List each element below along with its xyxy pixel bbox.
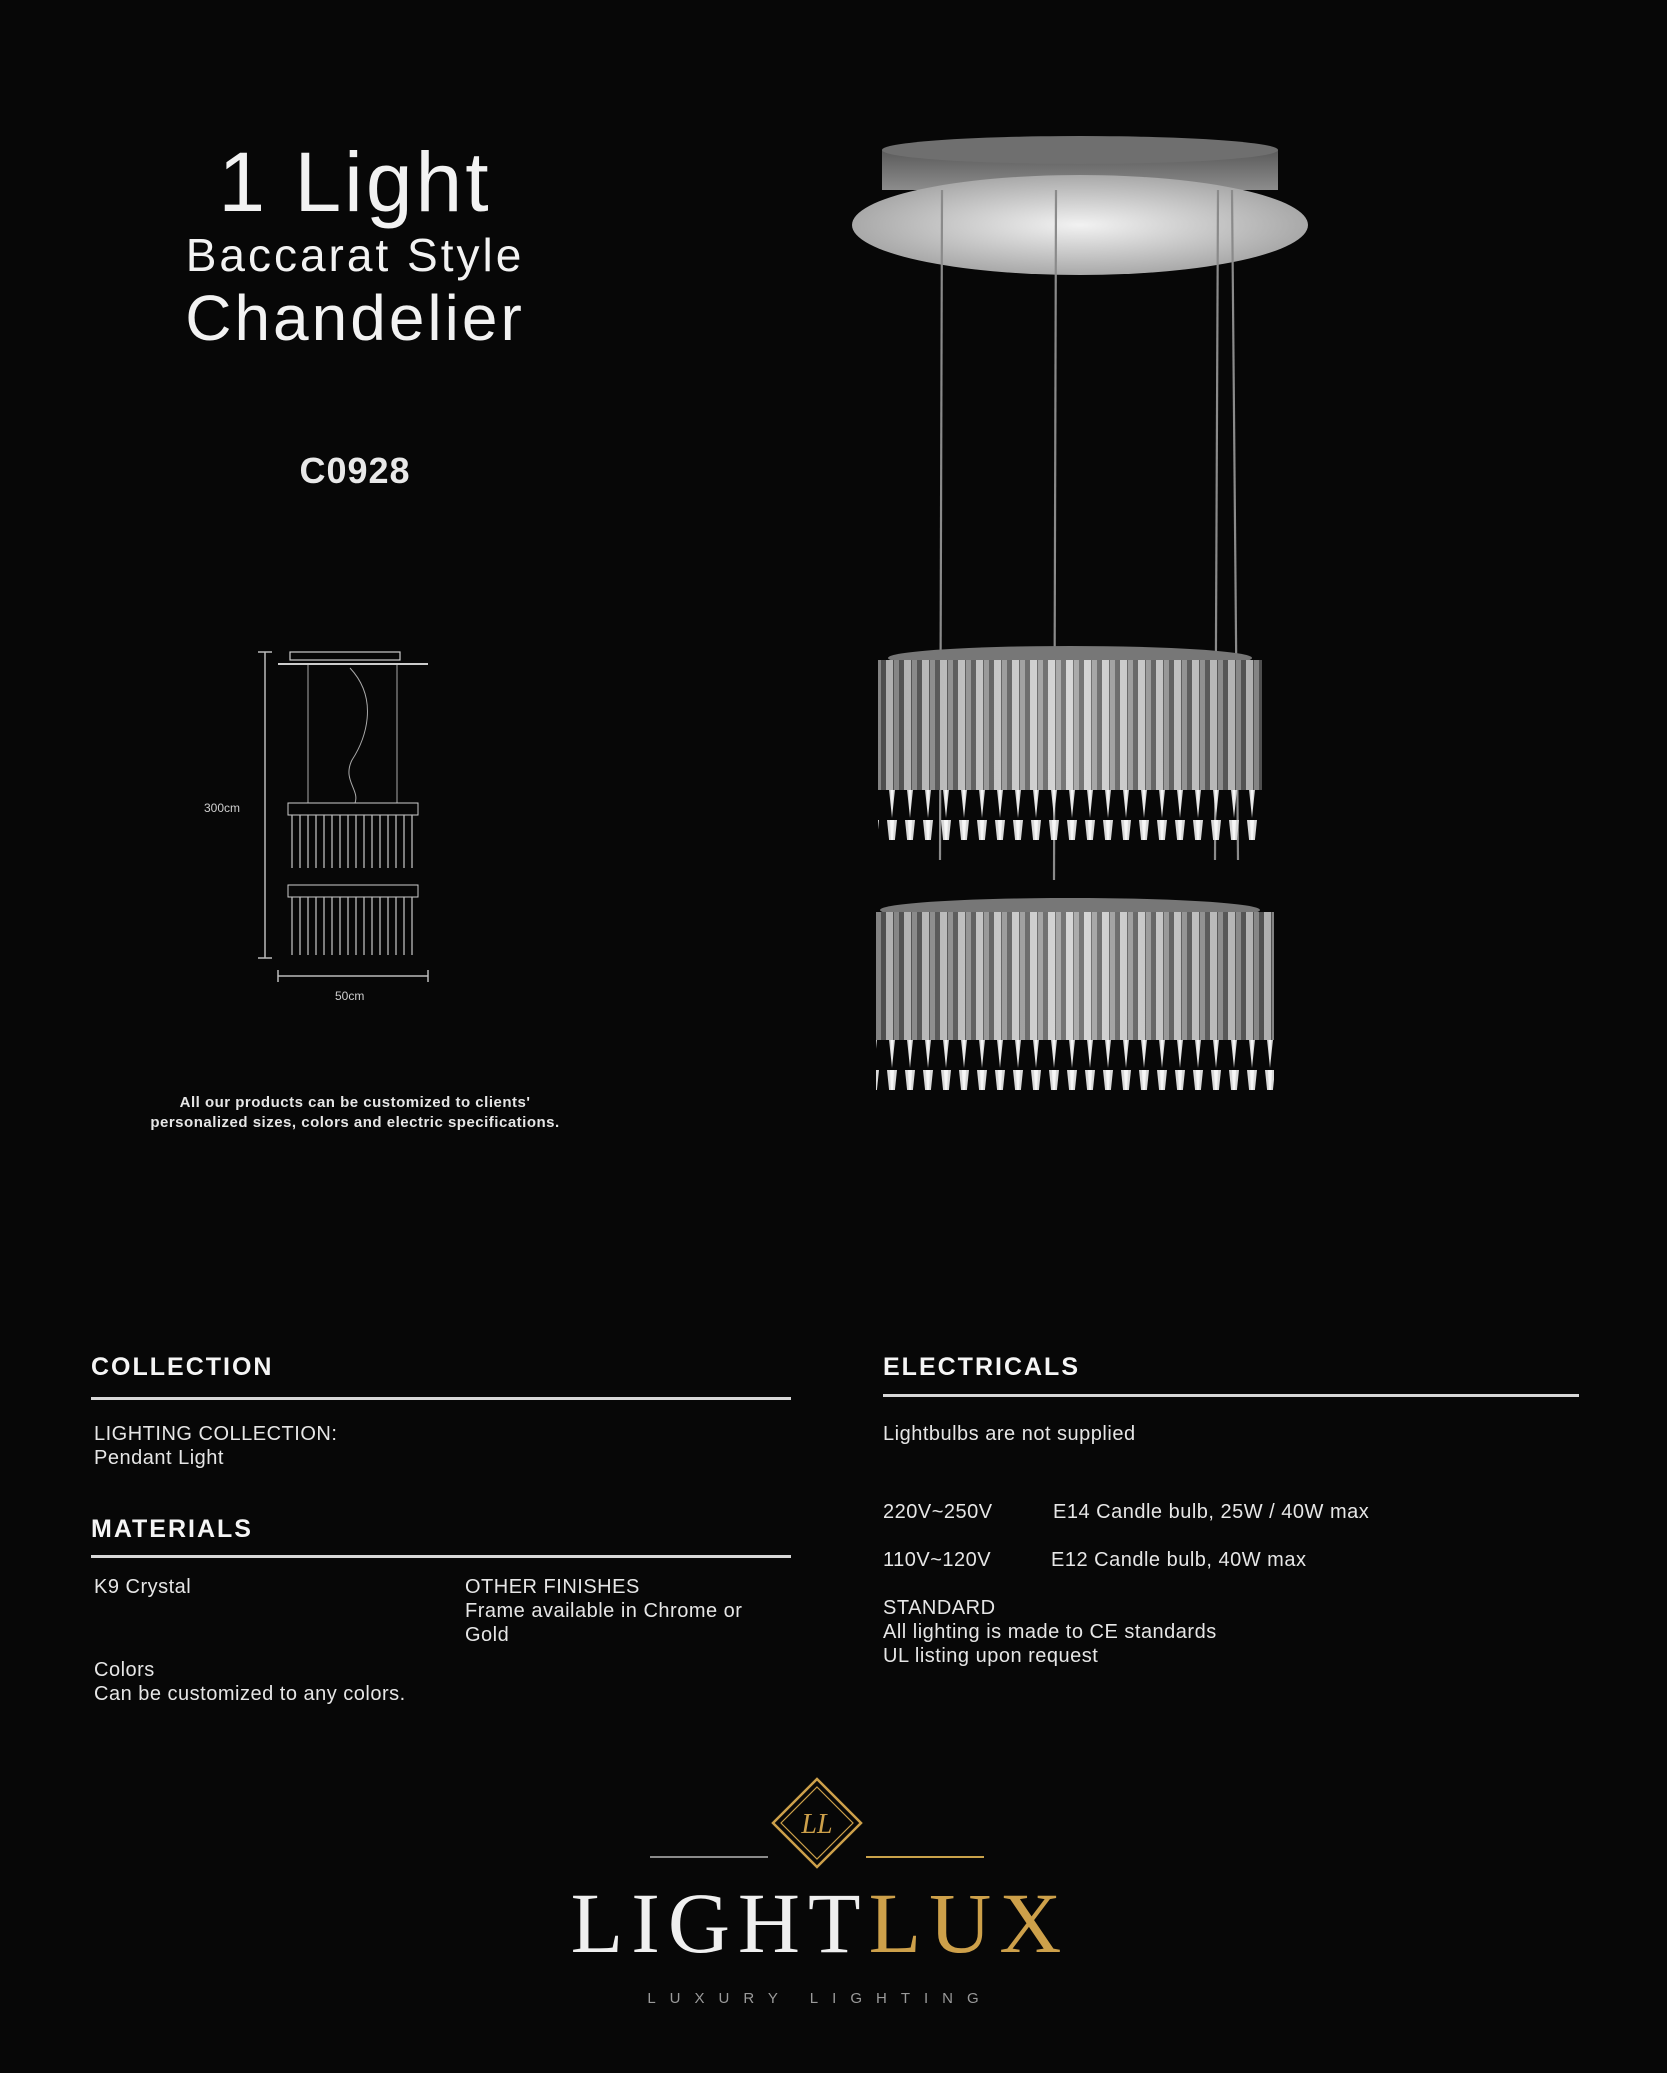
brand-light: LIGHT bbox=[570, 1875, 869, 1971]
chandelier-image bbox=[830, 120, 1330, 1140]
bulb-spec-1: E14 Candle bulb, 25W / 40W max bbox=[1053, 1501, 1370, 1523]
product-title bbox=[110, 135, 600, 354]
standard-line-2: UL listing upon request bbox=[883, 1645, 1099, 1667]
bulbs-note: Lightbulbs are not supplied bbox=[883, 1423, 1136, 1445]
other-finishes-line-2: Gold bbox=[465, 1624, 510, 1646]
other-finishes-line-1: Frame available in Chrome or bbox=[465, 1600, 743, 1622]
logo-line-right bbox=[866, 1856, 984, 1858]
standard-info bbox=[883, 1596, 1217, 1668]
material-crystal: K9 Crystal bbox=[94, 1576, 192, 1598]
colors-value: Can be customized to any colors. bbox=[94, 1683, 406, 1705]
title-line-1: 1 Light bbox=[218, 135, 492, 229]
voltage-1: 220V~250V bbox=[883, 1501, 993, 1523]
monogram-letters: LL bbox=[801, 1809, 833, 1840]
colors-info bbox=[94, 1658, 406, 1706]
brand-lux: LUX bbox=[868, 1875, 1070, 1971]
voltage-2: 110V~120V bbox=[883, 1549, 992, 1571]
customization-note-line-1: All our products can be customized to clients' bbox=[179, 1094, 531, 1111]
brand-tagline: LUXURY LIGHTING bbox=[647, 1990, 993, 2007]
width-label: 50cm bbox=[335, 989, 365, 1003]
dimension-drawing bbox=[190, 640, 450, 1010]
title-line-2: Baccarat Style bbox=[185, 229, 525, 281]
customization-note-line-2: personalized sizes, colors and electric specifications. bbox=[150, 1114, 560, 1132]
collection-heading: COLLECTION bbox=[91, 1353, 274, 1381]
standard-title: STANDARD bbox=[883, 1597, 996, 1619]
customization-note bbox=[90, 1093, 620, 1134]
collection-label: LIGHTING COLLECTION: bbox=[94, 1423, 338, 1445]
logo-line-left bbox=[650, 1856, 768, 1858]
other-finishes bbox=[465, 1575, 805, 1647]
other-finishes-title: OTHER FINISHES bbox=[465, 1576, 640, 1598]
colors-title: Colors bbox=[94, 1659, 155, 1681]
electricals-heading: ELECTRICALS bbox=[883, 1353, 1080, 1381]
height-label: 300cm bbox=[204, 801, 241, 815]
title-line-3: Chandelier bbox=[185, 281, 525, 354]
collection-value: Pendant Light bbox=[94, 1447, 224, 1469]
bulb-spec-2: E12 Candle bulb, 40W max bbox=[1051, 1549, 1307, 1571]
materials-heading: MATERIALS bbox=[91, 1515, 253, 1543]
standard-line-1: All lighting is made to CE standards bbox=[883, 1621, 1217, 1643]
collection-divider bbox=[91, 1397, 791, 1400]
product-code: C0928 bbox=[299, 450, 411, 491]
electricals-divider bbox=[883, 1394, 1579, 1397]
monogram-logo-icon bbox=[770, 1776, 864, 1870]
materials-divider bbox=[91, 1555, 791, 1558]
brand-wordmark bbox=[500, 1875, 1140, 1971]
